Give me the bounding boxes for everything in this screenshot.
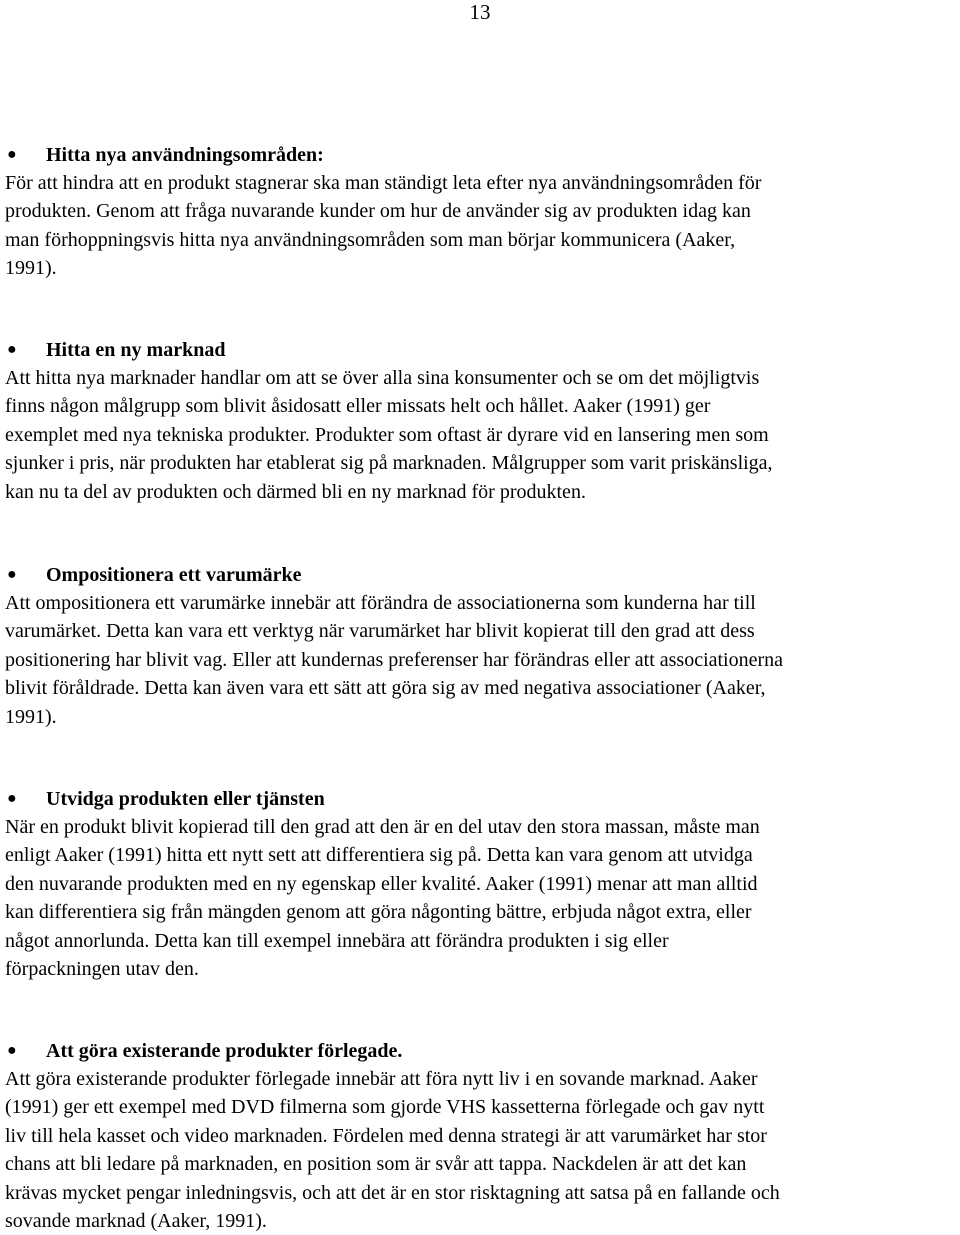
paragraph-line: finns någon målgrupp som blivit åsidosatt eller missats helt och hållet. Aaker (1991) ger bbox=[5, 395, 711, 418]
section-hitta-nya-anvandningsomraden bbox=[5, 141, 960, 283]
paragraph-line: enligt Aaker (1991) hitta ett nytt sett att differentiera sig på. Detta kan vara genom att utvidga bbox=[5, 844, 753, 867]
section-hitta-en-ny-marknad bbox=[5, 336, 960, 506]
paragraph-line: varumärket. Detta kan vara ett verktyg när varumärket har blivit kopierat till den grad att dess bbox=[5, 620, 755, 643]
paragraph-line: (1991) ger ett exempel med DVD filmerna som gjorde VHS kassetterna förlegade och gav nytt bbox=[5, 1096, 765, 1119]
bullet-icon: ● bbox=[7, 566, 17, 583]
page-number: 13 bbox=[469, 0, 491, 24]
paragraph-line: något annorlunda. Detta kan till exempel innebära att förändra produkten i sig eller bbox=[5, 929, 669, 952]
paragraph-line: man förhoppningsvis hitta nya användningsområden som man börjar kommunicera (Aaker, bbox=[5, 228, 736, 251]
paragraph-line: 1991). bbox=[5, 257, 57, 280]
section-heading: Att göra existerande produkter förlegade. bbox=[46, 1040, 403, 1062]
bullet-icon: ● bbox=[7, 146, 17, 163]
paragraph-line: När en produkt blivit kopierad till den grad att den är en del utav den stora massan, måste man bbox=[5, 816, 760, 838]
section-heading-row bbox=[5, 141, 960, 169]
paragraph-line: produkten. Genom att fråga nuvarande kunder om hur de använder sig av produkten idag kan bbox=[5, 200, 751, 223]
paragraph-line: Att ompositionera ett varumärke innebär att förändra de associationerna som kunderna har till bbox=[5, 592, 756, 614]
paragraph-line: förpackningen utav den. bbox=[5, 958, 199, 981]
bullet-icon: ● bbox=[7, 1042, 17, 1059]
section-att-gora-existerande-produkter-forlegade bbox=[5, 1037, 960, 1235]
paragraph-line: blivit föråldrade. Detta kan även vara ett sätt att göra sig av med negativa associationer (Aaker, bbox=[5, 677, 766, 700]
paragraph-line: kan nu ta del av produkten och därmed bli en ny marknad för produkten. bbox=[5, 480, 586, 503]
section-heading-row bbox=[5, 785, 960, 813]
section-heading-row bbox=[5, 336, 960, 364]
paragraph-line: sovande marknad (Aaker, 1991). bbox=[5, 1210, 267, 1233]
paragraph-line: den nuvarande produkten med en ny egenskap eller kvalité. Aaker (1991) menar att man alltid bbox=[5, 872, 758, 895]
paragraph-line: sjunker i pris, när produkten har etablerat sig på marknaden. Målgrupper som varit priskänsliga, bbox=[5, 452, 773, 475]
bullet-icon: ● bbox=[7, 790, 17, 807]
paragraph-line: exemplet med nya tekniska produkter. Produkter som oftast är dyrare vid en lansering men som bbox=[5, 423, 769, 446]
section-ompositionera-ett-varumarke bbox=[5, 561, 960, 731]
paragraph-line: Att göra existerande produkter förlegade innebär att föra nytt liv i en sovande marknad. Aaker bbox=[5, 1068, 758, 1090]
paragraph-line: liv till hela kasset och video marknaden. Fördelen med denna strategi är att varumärket har stor bbox=[5, 1124, 767, 1147]
paragraph-line: 1991). bbox=[5, 705, 57, 728]
section-heading: Ompositionera ett varumärke bbox=[46, 564, 302, 586]
section-paragraph bbox=[5, 813, 960, 983]
section-heading: Hitta en ny marknad bbox=[46, 339, 226, 361]
section-utvidga-produkten bbox=[5, 785, 960, 983]
section-paragraph bbox=[5, 589, 960, 731]
section-heading-row bbox=[5, 561, 960, 589]
section-heading-row bbox=[5, 1037, 960, 1065]
section-heading: Hitta nya användningsområden: bbox=[46, 144, 324, 166]
section-paragraph bbox=[5, 169, 960, 283]
paragraph-line: Att hitta nya marknader handlar om att se över alla sina konsumenter och se om det möjligtvis bbox=[5, 367, 760, 389]
paragraph-line: chans att bli ledare på marknaden, en position som är svår att tappa. Nackdelen är att det kan bbox=[5, 1153, 747, 1176]
bullet-icon: ● bbox=[7, 341, 17, 358]
section-paragraph bbox=[5, 1065, 960, 1235]
section-paragraph bbox=[5, 364, 960, 506]
section-heading: Utvidga produkten eller tjänsten bbox=[46, 788, 325, 810]
paragraph-line: För att hindra att en produkt stagnerar ska man ständigt leta efter nya användningsområden för bbox=[5, 172, 762, 194]
paragraph-line: krävas mycket pengar inledningsvis, och att det är en stor risktagning att satsa på en fallande och bbox=[5, 1181, 780, 1204]
paragraph-line: kan differentiera sig från mängden genom att göra någonting bättre, erbjuda något extra, eller bbox=[5, 901, 752, 924]
paragraph-line: positionering har blivit vag. Eller att kundernas preferenser har förändras eller att associationerna bbox=[5, 648, 784, 671]
